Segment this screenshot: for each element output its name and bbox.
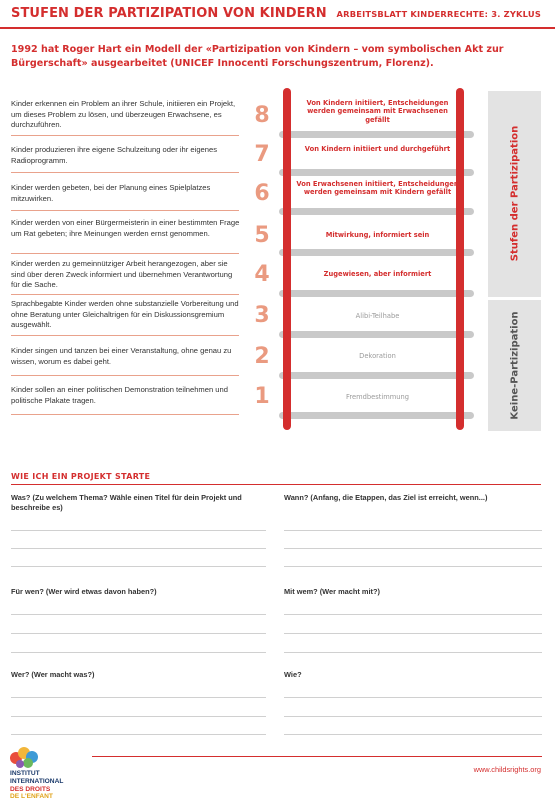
- example-text-7: Kinder produzieren ihre eigene Schulzeitung oder ihr eigenes Radioprogramm.: [11, 145, 218, 165]
- header-divider: [0, 27, 555, 29]
- ladder-rung: [279, 372, 474, 379]
- no-participation-label: Keine-Partizipation: [509, 311, 521, 420]
- step-number-4: 4: [254, 262, 270, 287]
- example-divider: [11, 253, 239, 254]
- write-line-what-1[interactable]: [11, 530, 266, 531]
- rung-label-1: Fremdbestimmung: [346, 393, 409, 401]
- write-line-when-3[interactable]: [284, 566, 542, 567]
- rung-label-5: Mitwirkung, informiert sein: [325, 231, 430, 239]
- write-line-when-2[interactable]: [284, 548, 542, 549]
- step-number-2: 2: [254, 344, 270, 369]
- example-text-8: Kinder erkennen ein Problem an ihrer Schule, initiieren ein Projekt, um dieses Problem zu lösen, und überzeugen Erwachsene, es durchzuführen.: [11, 99, 236, 130]
- ladder-rung: [279, 412, 474, 419]
- rung-label-8: Von Kindern initiiert, Entscheidungen werden gemeinsam mit Erwachsenen gefällt: [306, 99, 449, 124]
- write-line-who-1[interactable]: [11, 697, 266, 698]
- ladder-rung: [279, 331, 474, 338]
- participation-label: Stufen der Partizipation: [509, 125, 521, 262]
- logo-line-1: INSTITUT: [10, 770, 40, 777]
- example-text-5: Kinder werden von einer Bürgermeisterin in einer bestimmten Frage um Rat gebeten; ihre Meinungen werden ernst genommen.: [11, 218, 240, 238]
- logo-line-4: DE L'ENFANT: [10, 793, 53, 800]
- example-text-6: Kinder werden gebeten, bei der Planung eines Spielplatzes mitzuwirken.: [11, 183, 211, 203]
- example-text-4: Kinder werden zu gemeinnütziger Arbeit herangezogen, aber sie sind über deren Zweck informiert und übernehmen Verantwortung für die Sache.: [11, 259, 233, 290]
- write-line-how-2[interactable]: [284, 716, 542, 717]
- write-line-with-whom-2[interactable]: [284, 633, 542, 634]
- rung-label-6: Von Erwachsenen initiiert, Entscheidungen werden gemeinsam mit Kindern gefällt: [296, 180, 459, 197]
- logo-line-3: DES DROITS: [10, 785, 51, 793]
- example-text-1: Kinder sollen an einer politischen Demonstration teilnehmen und politische Plakate tragen.: [11, 385, 228, 405]
- rung-label-3: Alibi-Teilhabe: [355, 312, 400, 320]
- ladder-rung: [279, 169, 474, 176]
- step-number-5: 5: [254, 223, 270, 248]
- write-line-for-whom-3[interactable]: [11, 652, 266, 653]
- intro-text: 1992 hat Roger Hart ein Modell der «Partizipation von Kindern – vom symbolischen Akt zur Bürgerschaft» ausgearbeitet (UNICEF Innocenti Forschungszentrum, Florenz).: [11, 44, 504, 69]
- example-divider: [11, 210, 239, 211]
- example-text-3: Sprachbegabte Kinder werden ohne substanzielle Vorbereitung und ohne Beratung unter Gleichaltrigen für ein Diskussionsgremium ausgewählt.: [11, 299, 239, 330]
- section-divider: [11, 484, 541, 485]
- write-line-with-whom-3[interactable]: [284, 652, 542, 653]
- question-with-whom: Mit wem? (Wer macht mit?): [284, 587, 380, 596]
- example-divider: [11, 335, 239, 336]
- example-divider: [11, 172, 239, 173]
- write-line-for-whom-1[interactable]: [11, 614, 266, 615]
- example-divider: [11, 294, 239, 295]
- rung-label-2: Dekoration: [359, 352, 396, 360]
- write-line-with-whom-1[interactable]: [284, 614, 542, 615]
- worksheet-subtitle: ARBEITSBLATT KINDERRECHTE: 3. ZYKLUS: [336, 9, 541, 19]
- step-number-8: 8: [254, 103, 270, 128]
- question-what: Was? (Zu welchem Thema? Wähle einen Titel für dein Projekt und beschreibe es): [11, 493, 242, 512]
- logo-text: [10, 770, 63, 800]
- ladder-rung: [279, 290, 474, 297]
- example-divider: [11, 135, 239, 136]
- step-number-7: 7: [254, 142, 270, 167]
- write-line-for-whom-2[interactable]: [11, 633, 266, 634]
- ladder-rung: [279, 208, 474, 215]
- example-text-2: Kinder singen und tanzen bei einer Veranstaltung, ohne genau zu wissen, worum es dabei geht.: [11, 346, 232, 366]
- question-when: Wann? (Anfang, die Etappen, das Ziel ist erreicht, wenn...): [284, 493, 488, 502]
- write-line-how-3[interactable]: [284, 734, 542, 735]
- ladder-right-rail: [456, 88, 464, 430]
- write-line-when-1[interactable]: [284, 530, 542, 531]
- write-line-how-1[interactable]: [284, 697, 542, 698]
- rung-label-7: Von Kindern initiiert und durchgeführt: [304, 145, 451, 153]
- hands-logo-icon: [8, 744, 44, 770]
- step-number-1: 1: [254, 384, 270, 409]
- question-how: Wie?: [284, 670, 302, 679]
- write-line-what-3[interactable]: [11, 566, 266, 567]
- page-title: STUFEN DER PARTIZIPATION VON KINDERN: [11, 6, 327, 21]
- footer-url[interactable]: www.childsrights.org: [473, 765, 541, 774]
- logo-line-2: INTERNATIONAL: [10, 777, 64, 785]
- rung-label-4: Zugewiesen, aber informiert: [323, 270, 432, 278]
- write-line-what-2[interactable]: [11, 548, 266, 549]
- ladder-rung: [279, 131, 474, 138]
- footer-divider: [92, 756, 542, 757]
- example-divider: [11, 414, 239, 415]
- example-divider: [11, 375, 239, 376]
- step-number-6: 6: [254, 181, 270, 206]
- ladder-rung: [279, 249, 474, 256]
- question-for-whom: Für wen? (Wer wird etwas davon haben?): [11, 587, 157, 596]
- write-line-who-3[interactable]: [11, 734, 266, 735]
- ladder-left-rail: [283, 88, 291, 430]
- write-line-who-2[interactable]: [11, 716, 266, 717]
- project-section-title: WIE ICH EIN PROJEKT STARTE: [11, 472, 151, 481]
- question-who: Wer? (Wer macht was?): [11, 670, 95, 679]
- step-number-3: 3: [254, 303, 270, 328]
